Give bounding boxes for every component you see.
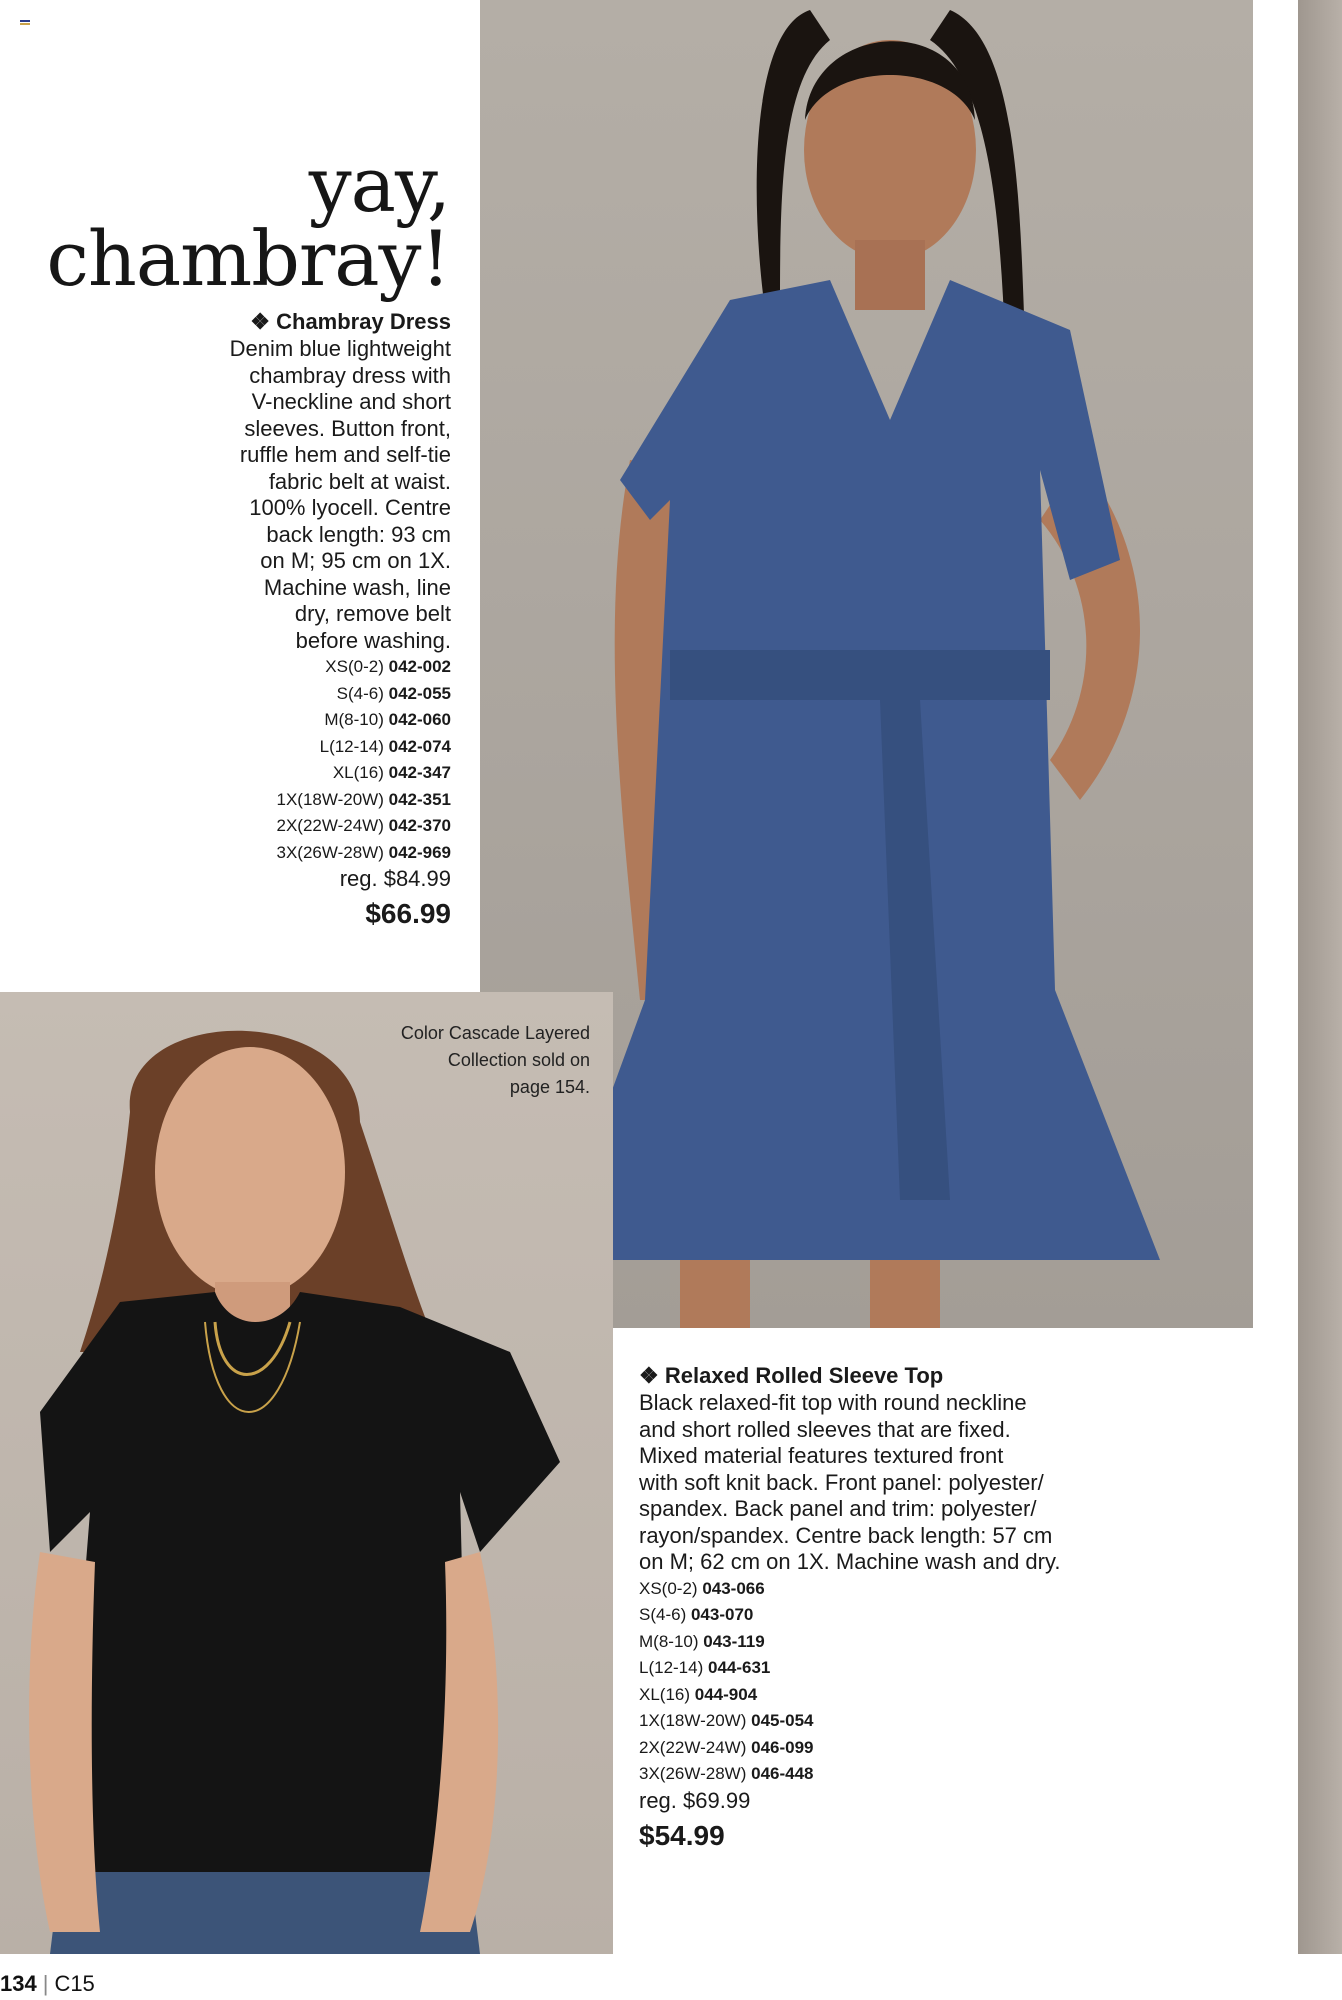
size-row: L(12-14) 044-631: [639, 1658, 771, 1677]
size-row: 3X(26W-28W) 046-448: [639, 1764, 814, 1783]
footer-separator: |: [42, 1971, 49, 1996]
top-model-figure: [0, 992, 613, 1954]
size-list: [639, 1576, 1119, 1788]
size-row: 1X(18W-20W) 045-054: [639, 1711, 814, 1730]
size-row: XL(16) 044-904: [639, 1684, 758, 1704]
product-name: ❖ Relaxed Rolled Sleeve Top: [639, 1363, 944, 1388]
product-description: Denim blue lightweight chambray dress with V-neckline and short sleeves. Button front, ruffle hem and self-tie fabric belt at waist. 100% lyocell. Centre back length: 93 cm on M; 95 cm on 1X. Machine wash, line dry, remove belt before washing.: [229, 336, 451, 653]
product-description: Black relaxed-fit top with round neckline and short rolled sleeves that are fixed. Mixed material features textured front with soft knit back. Front panel: polyester/ spandex. Back panel and trim: polyester/ rayon/spandex. Centre back length: 57 cm on M; 62 cm on 1X. Machine wash and dry.: [639, 1390, 1061, 1574]
size-row: XS(0-2) 042-002: [325, 657, 451, 676]
sale-price: $54.99: [639, 1819, 725, 1851]
size-row: M(8-10) 042-060: [324, 710, 451, 729]
page-headline: [46, 140, 450, 303]
rolled-sleeve-top-copy: [639, 1362, 1119, 1858]
campaign-code: C15: [54, 1971, 95, 1996]
sale-price: $66.99: [365, 898, 451, 929]
adjacent-page-photo-edge: [1298, 0, 1342, 1954]
headline-line-2: chambray!: [46, 214, 450, 303]
regular-price: reg. $69.99: [639, 1787, 751, 1813]
size-row: XL(16) 042-347: [332, 763, 451, 782]
menu-icon[interactable]: [20, 20, 30, 28]
page-number: 134: [0, 1971, 37, 1996]
size-row: L(12-14) 042-074: [319, 736, 451, 756]
bullet-icon: ❖: [639, 1363, 659, 1388]
headline-line-1: yay,: [308, 140, 450, 229]
rolled-sleeve-top-photo: [0, 992, 613, 1954]
regular-price: reg. $84.99: [339, 866, 451, 891]
size-row: S(4-6) 042-055: [336, 683, 451, 703]
chambray-dress-copy: [161, 308, 451, 936]
bullet-icon: ❖: [250, 309, 270, 334]
size-row: 2X(22W-24W) 046-099: [639, 1737, 814, 1757]
menu-icon-bar: [20, 23, 30, 25]
size-row: S(4-6) 043-070: [639, 1605, 754, 1624]
product-name: ❖ Chambray Dress: [250, 309, 451, 334]
menu-icon-bar: [20, 20, 30, 22]
size-row: 1X(18W-20W) 042-351: [276, 789, 451, 809]
photo-caption: Color Cascade Layered Collection sold on page 154.: [400, 1023, 590, 1097]
size-row: XS(0-2) 043-066: [639, 1578, 765, 1598]
size-row: 3X(26W-28W) 042-969: [276, 842, 451, 862]
size-row: M(8-10) 043-119: [639, 1631, 765, 1651]
size-list: [161, 654, 451, 866]
page-footer: [0, 1972, 95, 1996]
size-row: 2X(22W-24W) 042-370: [276, 816, 451, 835]
